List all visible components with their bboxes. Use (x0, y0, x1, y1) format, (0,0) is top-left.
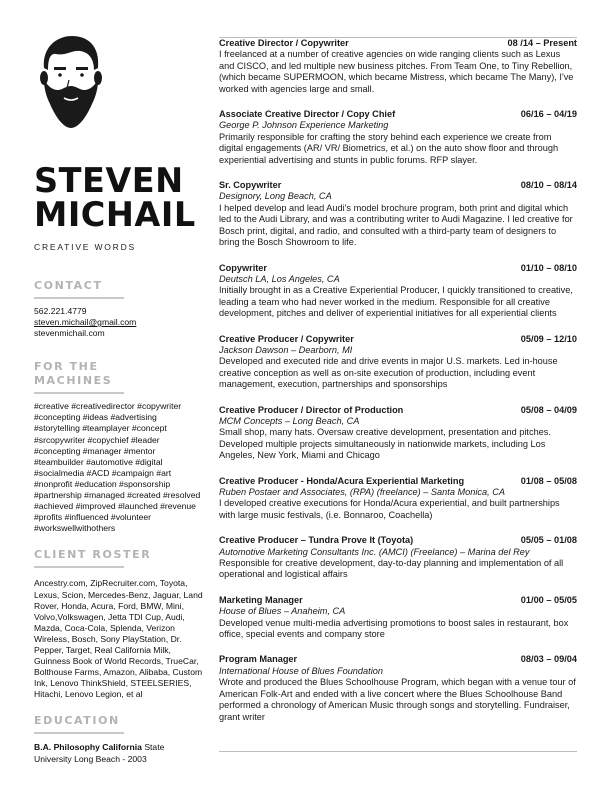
contact-heading: CONTACT (34, 279, 103, 292)
job-dates: 01/08 – 05/08 (520, 475, 577, 486)
job-dates: 08/03 – 09/04 (520, 654, 577, 665)
machines-heading-line2: MACHINES (34, 374, 113, 388)
job-company: MCM Concepts – Long Beach, CA (219, 415, 360, 426)
hashtag-list: #creative #creativedirector #copywriter #concepting #ideas #advertising #storytelling #teamplayer #concept #srcopywriter #copychief #leader #concepting #manager #mentor #teambuilder #automotive #digital #socialmedia #ACD #campaign #art #nonprofit #education #sponsorship #partnership #managed #created #resolved #achieved #improved #launched #revenue #profits #influenced #volunteer #workswellwithothers (34, 401, 201, 534)
machines-heading (34, 360, 202, 388)
job-dates: 01/10 – 08/10 (520, 262, 577, 273)
first-name: STEVEN (34, 161, 184, 200)
education-entry (34, 742, 196, 764)
job-title: Creative Director / Copywriter (219, 38, 349, 48)
job-title: Copywriter (219, 262, 267, 273)
job-dates: 05/08 – 04/09 (520, 404, 577, 415)
last-name: MICHAIL (34, 195, 196, 234)
job-title: Program Manager (219, 654, 298, 665)
job-company: George P. Johnson Experience Marketing (219, 120, 389, 131)
contact-section (34, 279, 202, 339)
job-entry (219, 405, 577, 462)
job-entry (219, 535, 577, 581)
job-description: I developed creative executions for Honda/Acura experiential, and built partnerships with large music festivals, (i.e. Bonnaroo, Coachella) (219, 498, 560, 520)
job-dates: 08/10 – 08/14 (520, 180, 577, 191)
degree: B.A. Philosophy California (34, 742, 142, 753)
job-company: Deutsch LA, Los Angeles, CA (219, 273, 340, 284)
email-link[interactable]: steven.michail@gmail.com (34, 317, 137, 328)
bottom-divider (219, 751, 577, 752)
job-dates: 01/00 – 05/05 (520, 594, 577, 605)
job-entry (219, 109, 577, 166)
job-description: Developed venue multi-media advertising promotions to boost sales in restaurant, box office, special events and company store (219, 617, 569, 640)
job-entry (219, 654, 577, 722)
job-description: Initially brought in as a Creative Experiential Producer, I quickly transitioned to creative, leading a team who had never worked in the medium. Responsible for all creative development, pitches and deliver of experiential initiatives for all experiential clients (219, 285, 573, 319)
client-roster-section (34, 548, 202, 700)
job-title: Creative Producer / Copywriter (219, 333, 354, 344)
experience-column (219, 38, 577, 732)
job-title: Creative Producer / Director of Production (219, 404, 404, 415)
job-description: Wrote and produced the Blues Schoolhouse Program, which began with a venue tour of American Folk-Art and ended with a live concert where the Blues Schoolhouse Band performed a chronology of American Music through songs and storytelling. Fundraiser, grant writer (219, 677, 576, 722)
job-description: Primarily responsible for crafting the story behind each experience we create from digital engagements (AR/ VR/ Biometrics, et al.) on the auto show floor and through experiential advertising and stunts in public forums. RFP slayer. (219, 131, 559, 165)
machines-heading-line1: FOR THE (34, 360, 99, 374)
job-description: Responsible for creative development, day-to-day planning and implementation of all operational and logistical affairs (219, 558, 564, 580)
section-divider (34, 566, 124, 568)
job-company: Designory, Long Beach, CA (219, 191, 332, 202)
tagline: CREATIVE WORDS (34, 242, 137, 252)
candidate-name (34, 161, 202, 234)
website-link[interactable]: stevenmichail.com (34, 328, 105, 339)
job-title: Creative Producer - Honda/Acura Experiential Marketing (219, 475, 465, 486)
job-company: House of Blues – Anaheim, CA (219, 606, 346, 617)
job-description: I helped develop and lead Audi's model brochure program, both print and digital which led to the Audi Library, and was a contributing writer to Audi Magazine. I led creative for Bosch print, digital, and radio, and consulted with a third-party team of designers to bring the Bosch Showroom to life. (219, 202, 573, 248)
job-entry (219, 595, 577, 641)
section-divider (34, 732, 124, 734)
job-entry (219, 476, 577, 522)
client-list: Ancestry.com, ZipRecruiter.com, Toyota, Lexus, Scion, Mercedes-Benz, Jaguar, Land Rover, Honda, Acura, Ford, BMW, Mini, Volvo,Volkswagen, Jetta TDI Cup, Audi, Mazda, Coca-Cola, Splenda, Verizon Wireless, Bosch, Sony PlayStation, Dr. Pepper, Target, Real California Milk, Guinness Book of World Records, TrueCar, Bolthouse Farms, Amazon, Alibaba, Custom Ink, Lenovo ThinkShield, STEELSERIES, Hitachi, Lenovo Legion, et al (34, 578, 203, 700)
phone-number: 562.221.4779 (34, 306, 87, 316)
job-title: Associate Creative Director / Copy Chief (219, 109, 396, 120)
job-description: Small shop, many hats. Oversaw creative development, presentation and pitches. Developed multiple projects simultaneously in nationwide markets, including Los Angeles, New York, Miami and Chicago (219, 427, 551, 461)
job-entry (219, 334, 577, 391)
job-description: I freelanced at a number of creative agencies on wide ranging clients such as Lexus and CISCO, and led multiple new business pitches. From Team One, to Tiny Rebellion, (which became SUPERMOON, which became Mistress, which became The Many), I've worked with agencies large and small. (219, 49, 574, 94)
education-heading: EDUCATION (34, 714, 120, 728)
education-section (34, 714, 202, 764)
job-company: Jackson Dawson – Dearborn, MI (219, 344, 353, 355)
job-company: International House of Blues Foundation (219, 665, 383, 676)
section-divider (34, 297, 124, 299)
job-title: Creative Producer – Tundra Prove It (Toyota) (219, 535, 414, 546)
job-title: Marketing Manager (219, 594, 303, 605)
job-title: Sr. Copywriter (219, 180, 282, 191)
job-dates: 06/16 – 04/19 (520, 109, 577, 120)
client-roster-heading: CLIENT ROSTER (34, 548, 152, 562)
bearded-man-avatar-icon (36, 34, 106, 130)
job-description: Developed and executed ride and drive events in major U.S. markets. Led in-house creative conception as well as on-site execution of production, including event management, execution, partnerships and sponsorships (219, 356, 558, 390)
school: State University Long Beach - 2003 (34, 742, 165, 764)
job-dates: 08 /14 – Present (507, 38, 577, 48)
job-company: Automotive Marketing Consultants Inc. (AMCI) (Freelance) – Marina del Rey (219, 546, 530, 557)
machines-section (34, 360, 202, 534)
job-entry (219, 263, 577, 320)
job-company: Ruben Postaer and Associates, (RPA) (freelance) – Santa Monica, CA (219, 487, 505, 497)
job-entry (219, 38, 577, 95)
job-dates: 05/05 – 01/08 (520, 535, 577, 546)
job-dates: 05/09 – 12/10 (520, 333, 577, 344)
section-divider (34, 392, 124, 394)
sidebar (34, 34, 202, 765)
job-entry (219, 180, 577, 248)
